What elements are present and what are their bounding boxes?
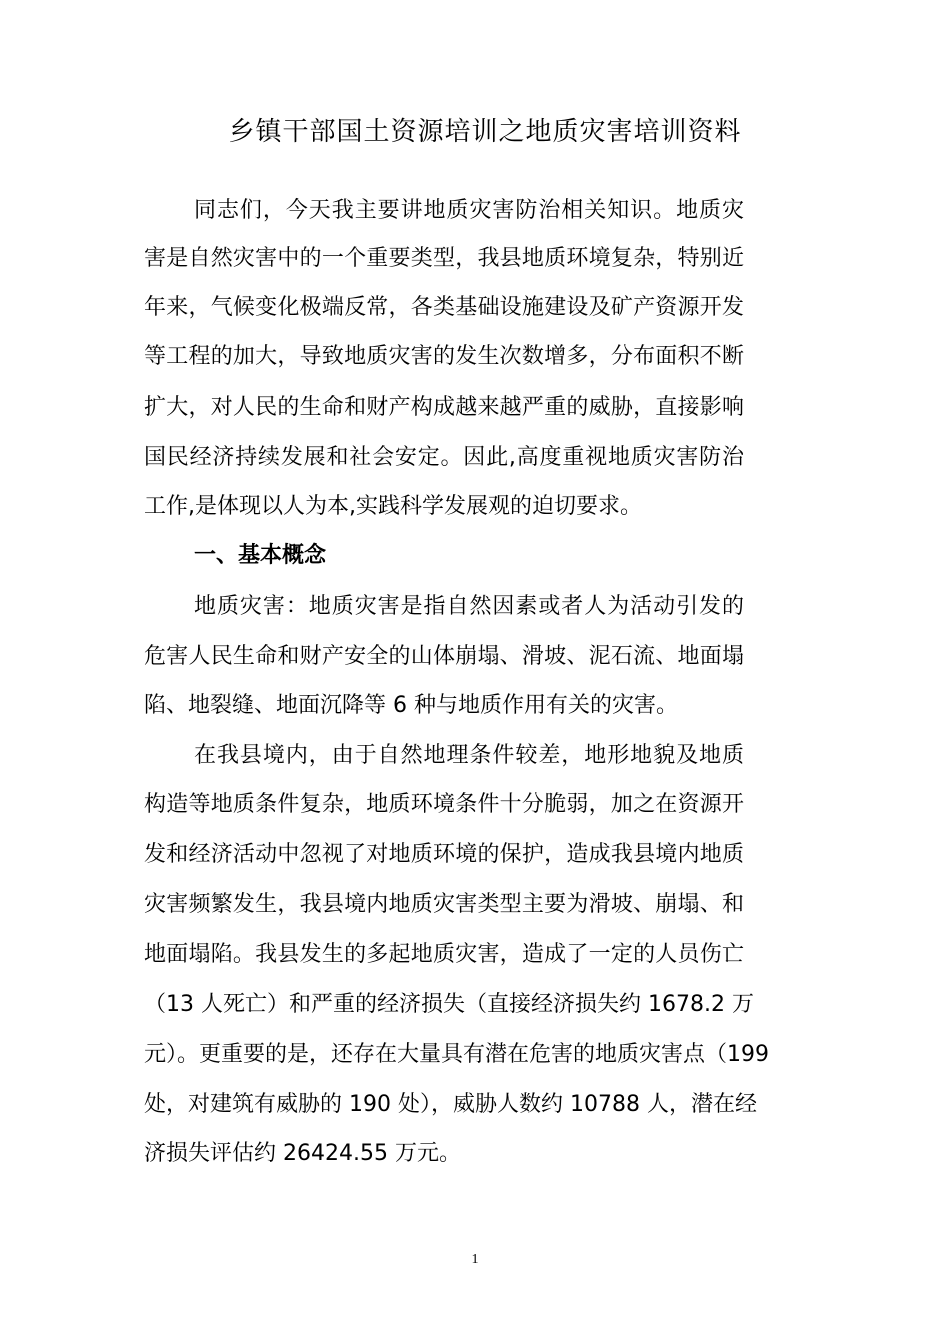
paragraph-2-line-1: 地质灾害：地质灾害是指自然因素或者人为活动引发的 [194, 594, 744, 619]
paragraph-1-line-6: 国民经济持续发展和社会安定。因此,高度重视地质灾害防治 [144, 445, 744, 470]
paragraph-1-line-2: 害是自然灾害中的一个重要类型，我县地质环境复杂，特别近 [144, 246, 744, 271]
paragraph-3-line-1: 在我县境内，由于自然地理条件较差，地形地貌及地质 [194, 743, 744, 768]
document-title: 乡镇干部国土资源培训之地质灾害培训资料 [228, 117, 742, 147]
paragraph-3-line-6: （13 人死亡）和严重的经济损失（直接经济损失约 1678.2 万 [144, 992, 754, 1017]
paragraph-3-line-7: 元）。更重要的是，还存在大量具有潜在危害的地质灾害点（199 [144, 1042, 769, 1067]
page-number: 1 [471, 1252, 479, 1267]
paragraph-3-line-3: 发和经济活动中忽视了对地质环境的保护，造成我县境内地质 [144, 842, 744, 867]
paragraph-3-line-2: 构造等地质条件复杂，地质环境条件十分脆弱，加之在资源开 [144, 792, 744, 817]
paragraph-3-line-8: 处，对建筑有威胁的 190 处），威胁人数约 10788 人，潜在经 [144, 1092, 757, 1117]
paragraph-2-line-2: 危害人民生命和财产安全的山体崩塌、滑坡、泥石流、地面塌 [144, 644, 744, 669]
paragraph-1-line-4: 等工程的加大，导致地质灾害的发生次数增多，分布面积不断 [144, 344, 744, 369]
paragraph-3-line-4: 灾害频繁发生，我县境内地质灾害类型主要为滑坡、崩塌、和 [144, 892, 744, 917]
paragraph-1-line-1: 同志们，今天我主要讲地质灾害防治相关知识。地质灾 [194, 198, 744, 223]
paragraph-1-line-7: 工作,是体现以人为本,实践科学发展观的迫切要求。 [144, 494, 642, 519]
paragraph-3-line-5: 地面塌陷。我县发生的多起地质灾害，造成了一定的人员伤亡 [144, 942, 744, 967]
paragraph-3-line-9: 济损失评估约 26424.55 万元。 [144, 1141, 461, 1166]
section-heading: 一、基本概念 [194, 543, 327, 568]
paragraph-1-line-3: 年来，气候变化极端反常，各类基础设施建设及矿产资源开发 [144, 295, 744, 320]
paragraph-1-line-5: 扩大，对人民的生命和财产构成越来越严重的威胁，直接影响 [144, 395, 744, 420]
paragraph-2-line-3: 陷、地裂缝、地面沉降等 6 种与地质作用有关的灾害。 [144, 693, 678, 718]
